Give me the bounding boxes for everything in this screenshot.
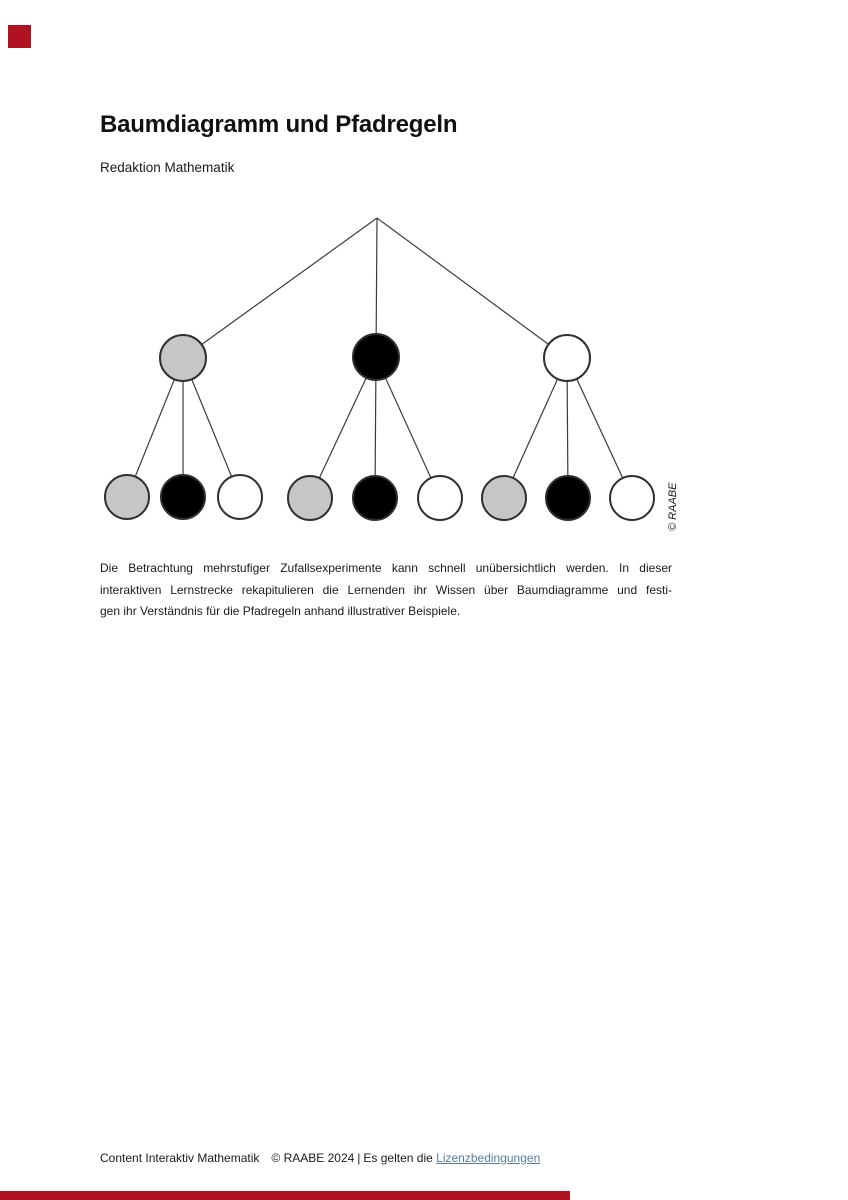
tree-node-level2-white [610, 476, 654, 520]
tree-diagram-svg [100, 205, 680, 540]
paragraph-line: interaktiven Lernstrecke rekapitulieren die Lernenden ihr Wissen über Baumdiagramme und festi- [100, 582, 672, 597]
tree-node-level2-white [218, 475, 262, 519]
paragraph-line: Die Betrachtung mehrstufiger Zufallsexperimente kann schnell unübersichtlich werden. In dieser [100, 561, 672, 575]
tree-nodes [105, 334, 654, 520]
tree-node-level2-gray [288, 476, 332, 520]
tree-node-level2-gray [482, 476, 526, 520]
footer-copyright-label: © RAABE 2024 [271, 1151, 355, 1165]
license-link[interactable]: Lizenzbedingungen [436, 1151, 541, 1165]
brand-square [8, 25, 31, 48]
tree-node-level2-white [418, 476, 462, 520]
page-title: Baumdiagramm und Pfadregeln [100, 111, 458, 139]
tree-node-level2-black [353, 476, 397, 520]
footer-separator: | [357, 1151, 361, 1165]
page-subtitle: Redaktion Mathematik [100, 160, 235, 175]
tree-node-level1-white [544, 335, 590, 381]
tree-node-level1-black [353, 334, 399, 380]
tree-diagram [100, 205, 680, 540]
brand-footer-bar [0, 1191, 570, 1200]
intro-paragraph [100, 558, 672, 623]
copyright-vertical-label: © RAABE [667, 482, 679, 531]
tree-node-level1-gray [160, 335, 206, 381]
tree-node-level2-black [161, 475, 205, 519]
footer-license-prefix: Es gelten die [363, 1151, 433, 1165]
tree-node-level2-gray [105, 475, 149, 519]
footer [100, 1151, 540, 1165]
paragraph-line: gen ihr Verständnis für die Pfadregeln anhand illustrativer Beispiele. [100, 604, 461, 618]
footer-product-label: Content Interaktiv Mathematik [100, 1151, 260, 1165]
tree-node-level2-black [546, 476, 590, 520]
